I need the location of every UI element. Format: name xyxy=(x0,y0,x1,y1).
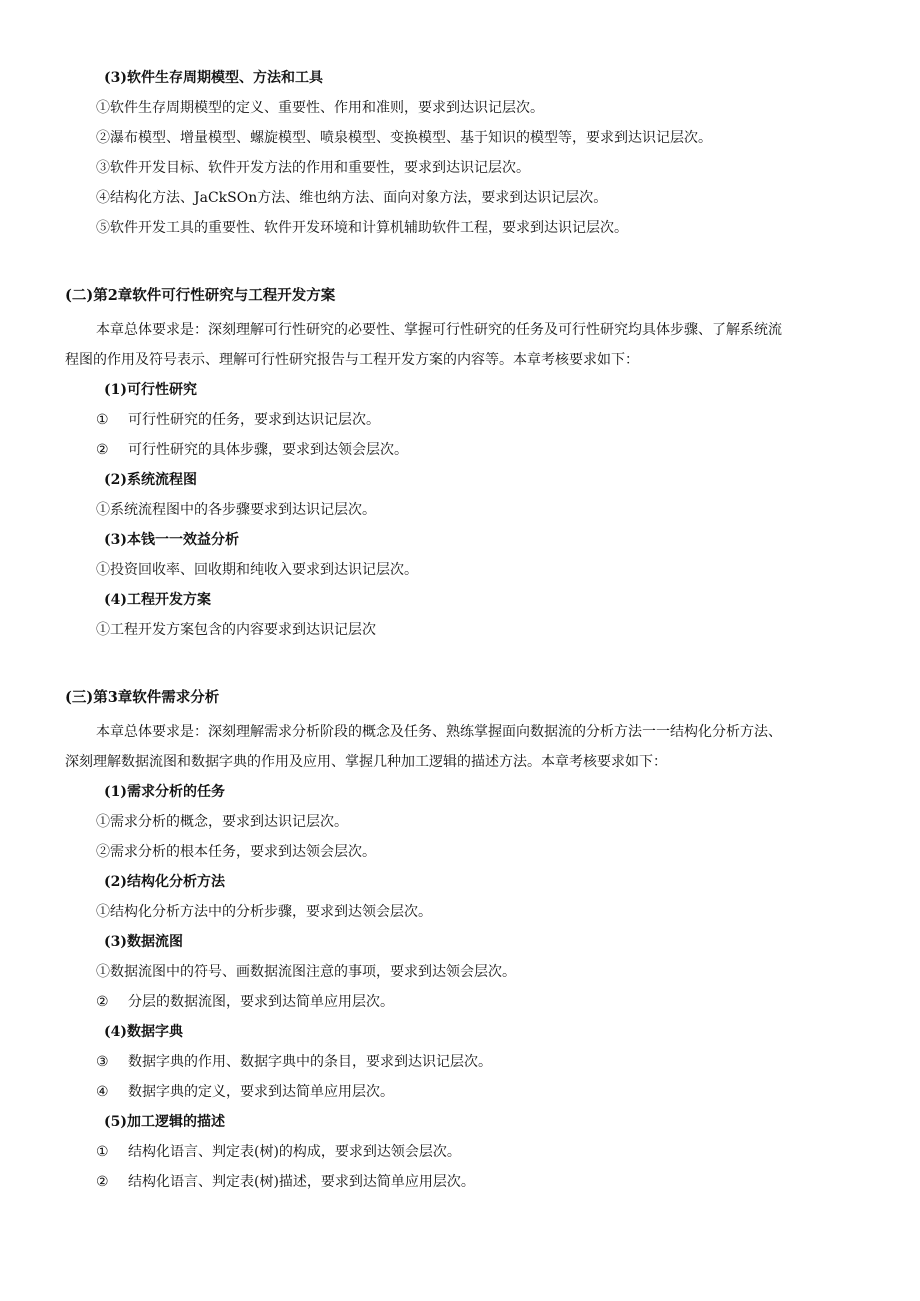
chapter2-s4-heading: (4)工程开发方案 xyxy=(104,592,211,608)
item-number: ② xyxy=(96,994,109,1010)
chapter2-s1-heading: (1)可行性研究 xyxy=(104,382,197,398)
chapter3-s3-item2 xyxy=(96,992,394,1012)
item-number: ② xyxy=(96,1174,109,1190)
chapter3-intro-line2: 深刻理解数据流图和数据字典的作用及应用、掌握几种加工逻辑的描述方法。本章考核要求如下： xyxy=(65,754,667,770)
chapter2-s3-heading: (3)本钱一一效益分析 xyxy=(104,532,239,548)
chapter3-s3-item1: ①数据流图中的符号、画数据流图注意的事项，要求到达领会层次。 xyxy=(96,964,516,980)
item-text: 分层的数据流图，要求到达简单应用层次。 xyxy=(128,994,394,1010)
item-number: ② xyxy=(96,442,109,458)
chapter2-title: (二)第2章软件可行性研究与工程开发方案 xyxy=(65,287,336,304)
item-number: ① xyxy=(96,1144,109,1160)
chapter3-s3-heading: (3)数据流图 xyxy=(104,934,183,950)
chapter3-s1-item1: ①需求分析的概念，要求到达识记层次。 xyxy=(96,814,348,830)
item-text: 可行性研究的具体步骤，要求到达领会层次。 xyxy=(128,442,408,458)
item-number: ④ xyxy=(96,1084,109,1100)
chapter2-s2-heading: (2)系统流程图 xyxy=(104,472,197,488)
chapter3-s5-item2 xyxy=(96,1172,475,1192)
item-text: 结构化语言、判定表(树)描述，要求到达简单应用层次。 xyxy=(128,1174,475,1190)
chapter3-s4-item2 xyxy=(96,1082,394,1102)
chapter2-s2-item1: ①系统流程图中的各步骤要求到达识记层次。 xyxy=(96,502,376,518)
chapter3-s1-heading: (1)需求分析的任务 xyxy=(104,784,225,800)
item-number: ① xyxy=(96,412,109,428)
item-text: 数据字典的作用、数据字典中的条目，要求到达识记层次。 xyxy=(128,1054,492,1070)
chapter3-s5-item1 xyxy=(96,1142,461,1162)
chapter2-s1-item1 xyxy=(96,410,380,430)
chapter3-intro-line1: 本章总体要求是：深刻理解需求分析阶段的概念及任务、熟练掌握面向数据流的分析方法一一结构化分析方法、 xyxy=(96,724,782,740)
chapter2-s4-item1: ①工程开发方案包含的内容要求到达识记层次 xyxy=(96,622,376,638)
item-text: 结构化语言、判定表(树)的构成，要求到达领会层次。 xyxy=(128,1144,461,1160)
chapter3-s4-item1 xyxy=(96,1052,492,1072)
lifecycle-item-4: ④结构化方法、JaCkSOn方法、维也纳方法、面向对象方法，要求到达识记层次。 xyxy=(96,190,608,206)
chapter2-s3-item1: ①投资回收率、回收期和纯收入要求到达识记层次。 xyxy=(96,562,418,578)
chapter3-s5-heading: (5)加工逻辑的描述 xyxy=(104,1114,225,1130)
chapter2-s1-item2 xyxy=(96,440,408,460)
chapter3-s2-item1: ①结构化分析方法中的分析步骤，要求到达领会层次。 xyxy=(96,904,432,920)
chapter2-intro-line1: 本章总体要求是：深刻理解可行性研究的必要性、掌握可行性研究的任务及可行性研究均具体步骤、了解系统流 xyxy=(96,322,782,338)
item-text: 数据字典的定义，要求到达简单应用层次。 xyxy=(128,1084,394,1100)
lifecycle-item-5: ⑤软件开发工具的重要性、软件开发环境和计算机辅助软件工程，要求到达识记层次。 xyxy=(96,220,628,236)
lifecycle-item-3: ③软件开发目标、软件开发方法的作用和重要性，要求到达识记层次。 xyxy=(96,160,530,176)
lifecycle-item-1: ①软件生存周期模型的定义、重要性、作用和准则，要求到达识记层次。 xyxy=(96,100,544,116)
chapter3-s2-heading: (2)结构化分析方法 xyxy=(104,874,225,890)
chapter3-title: (三)第3章软件需求分析 xyxy=(65,689,220,706)
item-number: ③ xyxy=(96,1054,109,1070)
chapter3-s4-heading: (4)数据字典 xyxy=(104,1024,183,1040)
lifecycle-item-2: ②瀑布模型、增量模型、螺旋模型、喷泉模型、变换模型、基于知识的模型等，要求到达识记层次。 xyxy=(96,130,712,146)
section-heading-lifecycle: (3)软件生存周期模型、方法和工具 xyxy=(104,70,323,86)
chapter2-intro-line2: 程图的作用及符号表示、理解可行性研究报告与工程开发方案的内容等。本章考核要求如下： xyxy=(65,352,639,368)
chapter3-s1-item2: ②需求分析的根本任务，要求到达领会层次。 xyxy=(96,844,376,860)
item-text: 可行性研究的任务，要求到达识记层次。 xyxy=(128,412,380,428)
